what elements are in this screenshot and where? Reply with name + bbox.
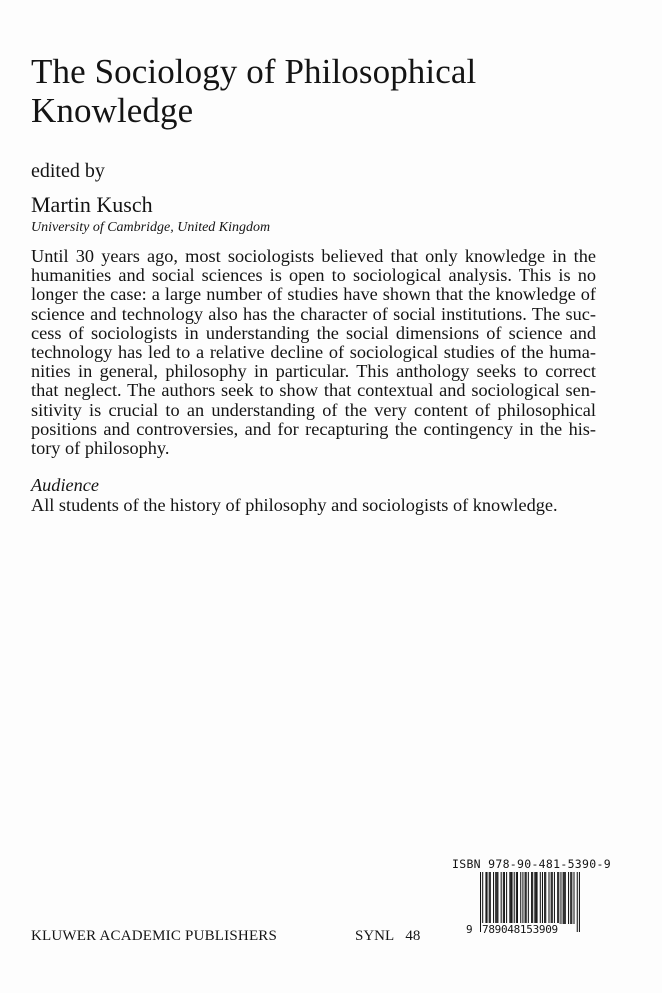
edited-by-label: edited by [31, 160, 105, 182]
barcode-bar [506, 872, 507, 924]
series-number: SYNL 48 [355, 928, 421, 944]
barcode-bar [493, 872, 494, 924]
barcode-bar [525, 872, 526, 924]
barcode-bar [514, 872, 515, 924]
barcode-first-digit: 9 [466, 923, 473, 936]
barcode-bar [544, 872, 545, 924]
barcode-bar [503, 872, 504, 924]
barcode-bar [509, 872, 510, 924]
barcode-bar [512, 872, 513, 924]
barcode-bar [552, 872, 553, 924]
barcode-bar [495, 872, 496, 924]
barcode-bar [570, 872, 571, 924]
barcode-bar [490, 872, 491, 924]
barcode-bar [522, 872, 523, 924]
barcode-bar [571, 872, 572, 924]
audience-heading: Audience [31, 475, 100, 495]
isbn-label: ISBN 978-90-481-5390-9 [452, 857, 611, 871]
barcode-bar [545, 872, 546, 924]
barcode-bar [504, 872, 505, 924]
isbn-barcode [466, 872, 582, 942]
barcode-bar [557, 872, 558, 924]
barcode-bar [535, 872, 536, 924]
barcode-bar [487, 872, 488, 924]
barcode-bar [516, 872, 517, 924]
barcode-bar [560, 872, 561, 924]
barcode-bar [534, 872, 535, 924]
barcode-bar [554, 872, 555, 924]
barcode-bar [520, 872, 521, 924]
barcode-bar [577, 872, 578, 932]
barcode-bar [563, 872, 564, 924]
barcode-bar [540, 872, 541, 924]
barcode-bar [528, 872, 529, 924]
editor-name: Martin Kusch [31, 192, 153, 217]
barcode-digits: 789048153909 [482, 923, 558, 936]
barcode-bar [565, 872, 566, 924]
barcode-bar [517, 872, 518, 924]
barcode-bar [548, 872, 549, 924]
barcode-bar [501, 872, 502, 924]
barcode-bar [537, 872, 538, 924]
barcode-bar [489, 872, 490, 924]
barcode-bar [551, 872, 552, 924]
barcode-bar [542, 872, 543, 924]
barcode-bar [568, 872, 569, 924]
book-title: The Sociology of Philosophical Knowledge [31, 52, 477, 130]
barcode-bar [496, 872, 497, 924]
barcode-bar [558, 872, 559, 924]
barcode-bar [579, 872, 580, 932]
barcode-bar [564, 872, 565, 924]
barcode-bar [497, 872, 498, 924]
barcode-bar [510, 872, 511, 924]
barcode-bar [531, 872, 532, 924]
barcode-bar [573, 872, 574, 924]
barcode-bar [485, 872, 486, 924]
editor-affiliation: University of Cambridge, United Kingdom [31, 220, 271, 235]
audience-text: All students of the history of philosophy and sociologists of knowledge. [31, 495, 558, 515]
book-description: Until 30 years ago, most sociologists believed that only knowledge in the humanities and social sciences is open to sociological analysis. This is no longer the case: a large number of studies have shown that the knowledge of science and technology also has the character of social institutions. The success of sociologists in understanding the social dimensions of science and technology has led to a relative decline of sociological studies of the humanities in general, philosophy in particular. This anthology seeks to correct that neglect. The authors seek to show that contextual and sociological sensitivity is crucial to an understanding of the very content of philosophical positions and controversies, and for recapturing the contingency in the history of philosophy. [31, 246, 596, 459]
barcode-bar [526, 872, 527, 924]
barcode-bar [532, 872, 533, 924]
publisher-name: KLUWER ACADEMIC PUBLISHERS [31, 928, 278, 944]
